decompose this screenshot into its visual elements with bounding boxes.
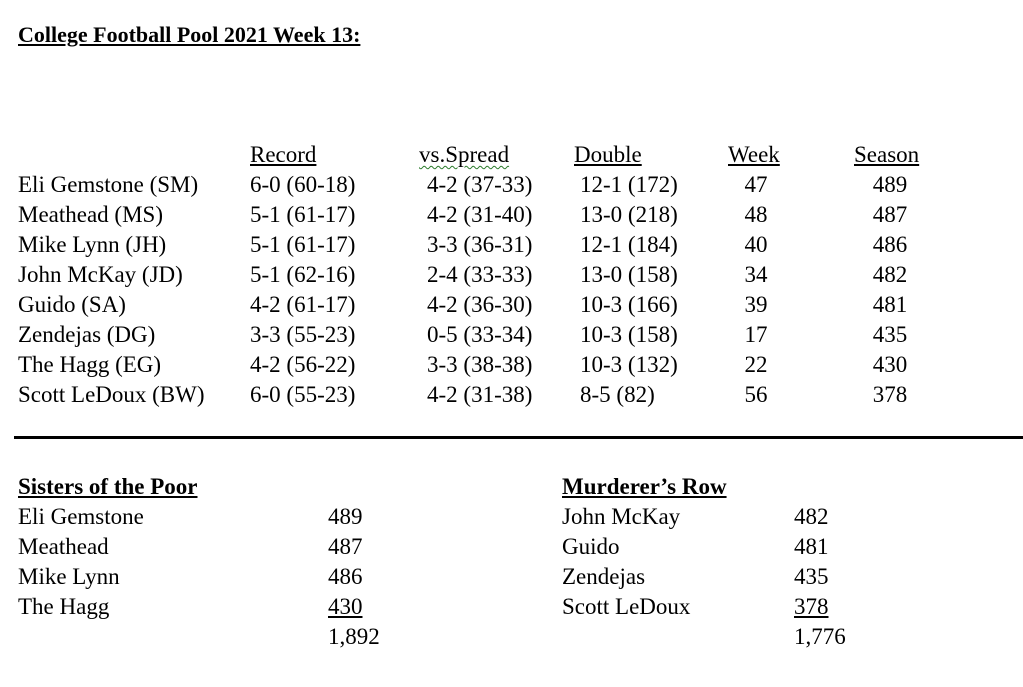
- section-divider: [14, 436, 1023, 439]
- member-score: 378: [794, 594, 829, 619]
- player-name: Meathead (MS): [18, 202, 163, 227]
- member-name: Zendejas: [562, 564, 646, 589]
- player-double: 12-1 (184): [580, 232, 678, 257]
- list-item: [18, 594, 438, 624]
- table-row: [18, 352, 1008, 382]
- player-name: Zendejas (DG): [18, 322, 156, 347]
- player-spread: 4-2 (31-38): [427, 382, 533, 407]
- player-season: 482: [872, 262, 908, 287]
- player-record: 6-0 (55-23): [250, 382, 356, 407]
- player-week: 39: [744, 292, 768, 317]
- member-name: The Hagg: [18, 594, 110, 619]
- member-name: John McKay: [562, 504, 681, 529]
- list-item: [562, 594, 962, 624]
- player-double: 10-3 (132): [580, 352, 678, 377]
- player-record: 4-2 (56-22): [250, 352, 356, 377]
- member-score: 430: [328, 594, 363, 619]
- player-spread: 4-2 (36-30): [427, 292, 533, 317]
- team-total: 1,892: [328, 624, 380, 649]
- standings-header-row: [18, 142, 1008, 172]
- player-season: 430: [872, 352, 908, 377]
- player-double: 12-1 (172): [580, 172, 678, 197]
- list-item: [562, 534, 962, 564]
- list-item: [562, 504, 962, 534]
- player-season: 481: [872, 292, 908, 317]
- player-name: Scott LeDoux (BW): [18, 382, 205, 407]
- player-season: 489: [872, 172, 908, 197]
- player-season: 487: [872, 202, 908, 227]
- member-name: Guido: [562, 534, 620, 559]
- table-row: [18, 172, 1008, 202]
- list-item: [18, 534, 438, 564]
- player-name: John McKay (JD): [18, 262, 183, 287]
- standings-table: [18, 142, 1008, 412]
- header-double: Double: [574, 142, 642, 167]
- list-item: [18, 504, 438, 534]
- player-spread: 4-2 (31-40): [427, 202, 533, 227]
- header-season: Season: [854, 142, 920, 167]
- player-double: 10-3 (158): [580, 322, 678, 347]
- header-spread: vs.Spread: [419, 142, 510, 167]
- table-row: [18, 292, 1008, 322]
- member-score: 487: [328, 534, 363, 559]
- list-item: [18, 564, 438, 594]
- player-week: 56: [744, 382, 768, 407]
- player-week: 47: [744, 172, 768, 197]
- member-score: 489: [328, 504, 363, 529]
- member-name: Mike Lynn: [18, 564, 120, 589]
- table-row: [18, 322, 1008, 352]
- table-row: [18, 262, 1008, 292]
- table-row: [18, 232, 1008, 262]
- player-season: 486: [872, 232, 908, 257]
- player-name: The Hagg (EG): [18, 352, 162, 377]
- member-name: Eli Gemstone: [18, 504, 144, 529]
- table-row: [18, 202, 1008, 232]
- player-spread: 0-5 (33-34): [427, 322, 533, 347]
- player-record: 5-1 (61-17): [250, 202, 356, 227]
- header-week: Week: [728, 142, 780, 167]
- member-score: 486: [328, 564, 363, 589]
- player-week: 40: [744, 232, 768, 257]
- page-title: College Football Pool 2021 Week 13:: [18, 22, 361, 47]
- member-score: 481: [794, 534, 829, 559]
- player-season: 435: [872, 322, 908, 347]
- player-name: Mike Lynn (JH): [18, 232, 167, 257]
- player-record: 6-0 (60-18): [250, 172, 356, 197]
- player-name: Eli Gemstone (SM): [18, 172, 199, 197]
- player-record: 3-3 (55-23): [250, 322, 356, 347]
- player-record: 5-1 (61-17): [250, 232, 356, 257]
- team-murderers-row: [562, 474, 962, 654]
- table-row: [18, 382, 1008, 412]
- player-double: 8-5 (82): [580, 382, 655, 407]
- team-total-row: [18, 624, 438, 654]
- player-week: 22: [744, 352, 768, 377]
- player-double: 13-0 (218): [580, 202, 678, 227]
- list-item: [562, 564, 962, 594]
- team-title: Murderer’s Row: [562, 474, 727, 499]
- member-name: Meathead: [18, 534, 109, 559]
- player-spread: 4-2 (37-33): [427, 172, 533, 197]
- player-week: 48: [744, 202, 768, 227]
- player-week: 34: [744, 262, 768, 287]
- player-season: 378: [872, 382, 908, 407]
- member-score: 482: [794, 504, 829, 529]
- player-spread: 3-3 (38-38): [427, 352, 533, 377]
- player-record: 5-1 (62-16): [250, 262, 356, 287]
- player-spread: 2-4 (33-33): [427, 262, 533, 287]
- team-sisters-of-the-poor: [18, 474, 438, 654]
- team-title: Sisters of the Poor: [18, 474, 198, 499]
- player-spread: 3-3 (36-31): [427, 232, 533, 257]
- player-record: 4-2 (61-17): [250, 292, 356, 317]
- member-name: Scott LeDoux: [562, 594, 691, 619]
- team-total-row: [562, 624, 962, 654]
- player-week: 17: [744, 322, 768, 347]
- player-double: 10-3 (166): [580, 292, 678, 317]
- player-double: 13-0 (158): [580, 262, 678, 287]
- member-score: 435: [794, 564, 829, 589]
- header-record: Record: [250, 142, 317, 167]
- player-name: Guido (SA): [18, 292, 126, 317]
- team-total: 1,776: [794, 624, 846, 649]
